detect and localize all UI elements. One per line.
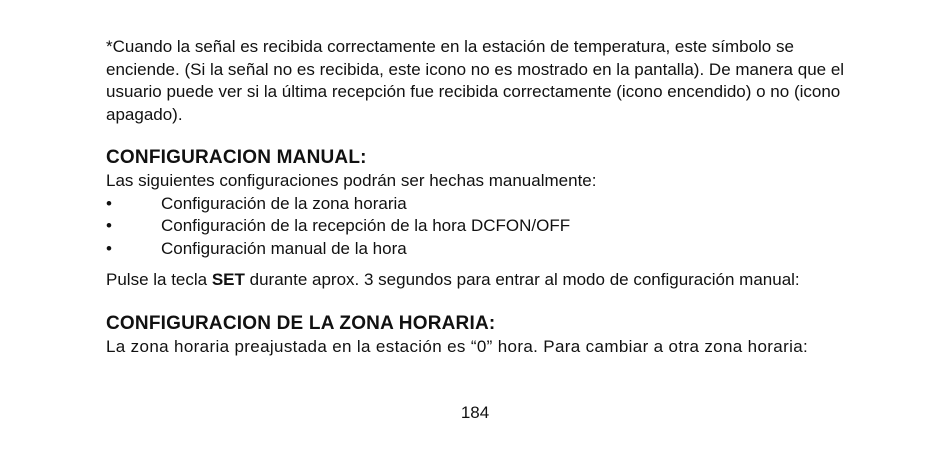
list-item-text: Configuración de la zona horaria [161,193,407,213]
manual-settings-heading: CONFIGURACION MANUAL: [106,147,367,168]
manual-settings-list [106,193,866,261]
bullet-icon: • [106,238,112,258]
document-page [106,36,866,358]
set-key-label: SET [211,270,245,289]
timezone-heading: CONFIGURACION DE LA ZONA HORARIA: [106,312,496,334]
bullet-icon: • [106,193,112,213]
timezone-paragraph: La zona horaria preajustada en la estación es “0” hora. Para cambiar a otra zona horaria: [106,336,809,356]
list-item-text: Configuración manual de la hora [161,238,407,258]
list-item [106,215,866,238]
set-key-instruction [106,269,866,292]
list-item-text: Configuración de la recepción de la hora DCFON/OFF [161,216,571,235]
instruction-text-after: durante aprox. 3 segundos para entrar al modo de configuración manual: [244,270,800,289]
list-item [106,238,866,261]
bullet-icon: • [106,216,112,235]
instruction-text-before: Pulse la tecla [106,270,212,289]
list-item [106,193,866,216]
intro-paragraph: *Cuando la señal es recibida correctamente en la estación de temperatura, este símbolo se enciende. (Si la señal no es recibida, este icono no es mostrado en la pantalla). De manera que el usuario puede ver si la última recepción fue recibida correctamente (icono encendido) o no (icono apagado). [106,37,845,124]
manual-settings-lead: Las siguientes configuraciones podrán ser hechas manualmente: [106,171,597,190]
page-number: 184 [460,403,490,422]
